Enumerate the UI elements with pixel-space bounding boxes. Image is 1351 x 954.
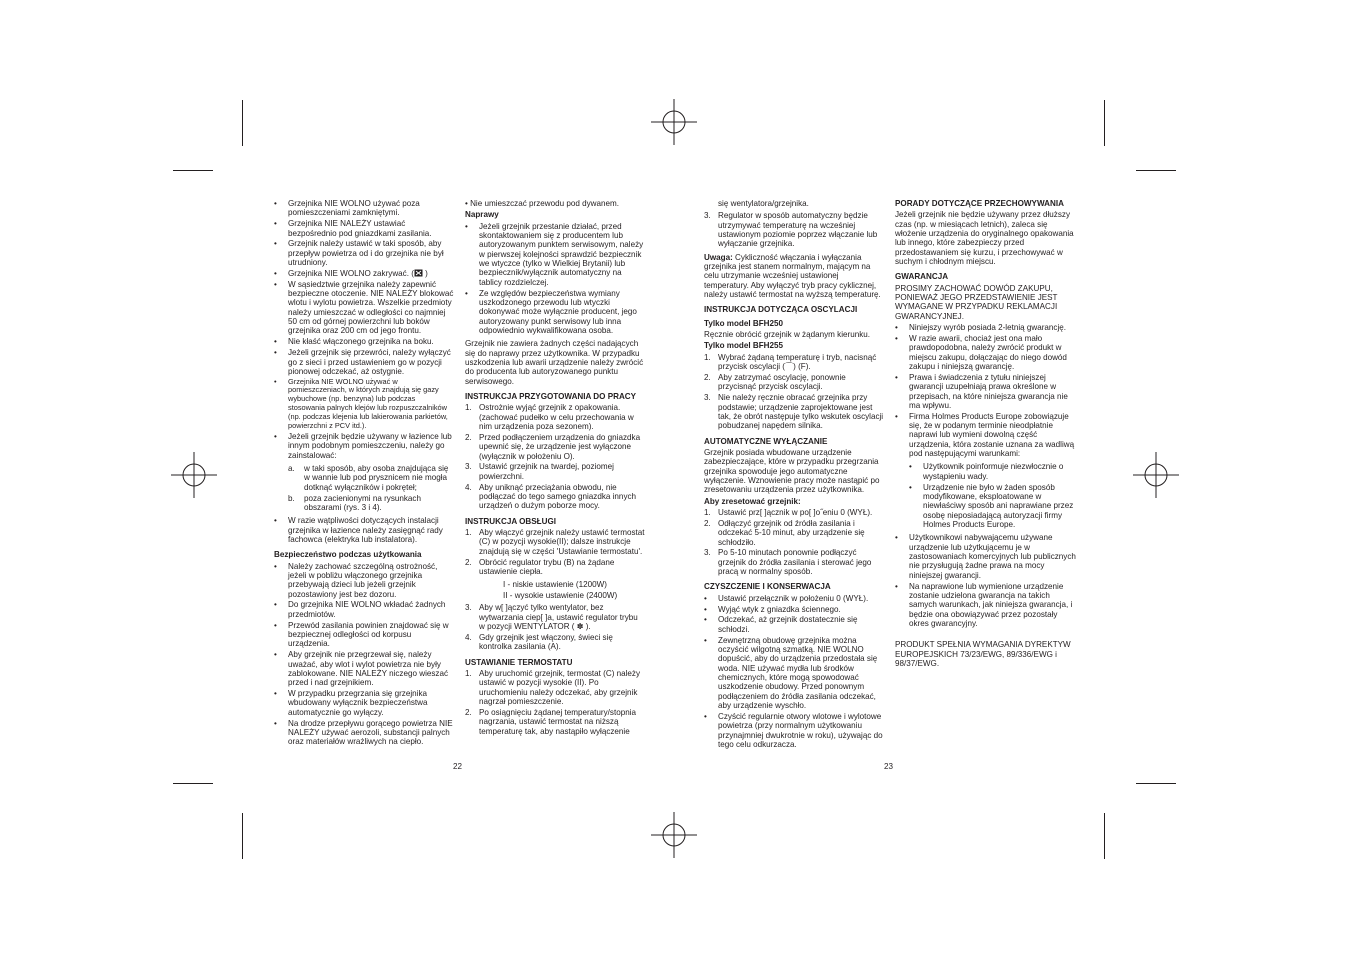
list-item: 1. Ustawić prz[ ]ącznik w po[ ]o˝eniu 0 (WYŁ). [704,507,873,517]
crop-mark [242,813,243,859]
list-item: 1. Aby uruchomić grzejnik, termostat (C) należy ustawić w pozycji wysokie (II). Po uruchomieniu należy odczekać, aby grzejnik nagrzał pomieszczenie. [465,668,641,706]
bathroom-sub-list [274,464,454,512]
list-item: • Przewód zasilania powinien znajdować się w bezpiecznej odległości od korpusu urządzenia. [274,620,449,649]
list-item: • W sąsiedztwie grzejnika należy zapewnić bezpieczne otoczenie. NIE NALEŻY blokować wlotu i wylotu powietrza. Wszelkie przedmioty należy umieszczać w odległości co najmniej 50 cm od górnej powierzchni lub boków grzejnika oraz 200 cm od jego frontu. [274,279,454,336]
list-item: • Użytkownik poinformuje niezwłocznie o wystąpieniu wady. [909,462,1064,481]
list-item: 3. Aby w[ ]ączyć tylko wentylator, bez wytwarzania ciep[ ]a, ustawić regulator trybu w pozycji WENTYLATOR ( ✽ ). [465,603,638,632]
thermostat-steps [465,669,645,736]
section-heading: AUTOMATYCZNE WYŁĄCZANIE [704,436,828,446]
list-item: 2. Po osiągnięciu żądanej temperatury/stopnia nagrzania, ustawić termostat na niższą temperaturę tak, aby nastąpiło wyłączenie [465,707,637,736]
list-item: 1. Wybrać żądaną temperaturę i tryb, nacisnąć przycisk oscylacji (⌒) (F). [704,352,877,372]
list-item: • Aby grzejnik nie przegrzewał się, należy uważać, aby wlot i wylot powietrza nie były zablokowane. NIE NALEŻY niczego wieszać przed i nad grzejnikiem. [274,650,449,688]
list-item: • Grzejnika NIE WOLNO używać w pomieszczeniach, w których znajdują się gazy wybuchowe (np. benzyna) lub podczas stosowania palnych klejów lub rozpuszczalników (np. podczas klejenia lub lakierowania parkietów, powierzchni z PCV itd.). [274,376,448,430]
heat-setting-high: II - wysokie ustawienie (2400W) [503,591,618,601]
list-item: a. w taki sposób, aby osoba znajdująca się w wannie lub pod prysznicem nie mogła dotknąć wyłączników i pokręteł; [288,464,449,492]
list-item: 1. Ostrożnie wyjąć grzejnik z opakowania. (zachować pudełko w celu przechowania w nim urządzenia poza sezonem). [465,403,634,432]
page-number-left: 22 [453,762,463,771]
cord-note: • Nie umieszczać przewodu pod dywanem. [465,199,619,208]
list-item: • Niniejszy wyrób posiada 2-letnią gwarancję. [895,323,1067,333]
section-heading: Aby zresetować grzejnik: [704,496,801,506]
column-2 [465,199,645,740]
list-item: • Użytkownikowi nabywającemu używane urządzenie lub użytkującemu je w zastosowaniach komercyjnych lub publicznych nie przysługują żadne prawa na mocy niniejszej gwarancji. [895,533,1076,580]
column-1 [274,199,454,751]
column-3 [704,199,884,753]
section-heading: Bezpieczeństwo podczas użytkowania [274,550,422,560]
thermostat-steps-continued [704,211,884,248]
list-item: • Jeżeli grzejnik się przewróci, należy wyłączyć go z sieci i przed ustawieniem go w pozycji pionowej odczekać, aż ostygnie. [274,348,451,376]
crop-mark [1136,783,1176,784]
list-item: 3. Regulator w sposób automatyczny będzie utrzymywać temperaturę na wcześniej ustawionym poziomie poprzez włączanie lub wyłączanie grzejnika. [704,211,878,249]
list-item: 2. Odłączyć grzejnik od źródła zasilania i odczekać 5-10 minut, aby urządzenie się schłodziło. [704,518,865,547]
list-item: 2. Aby zatrzymać oscylację, ponownie przycisnąć przycisk oscylacji. [704,373,846,392]
list-item: • Jeżeli grzejnik przestanie działać, przed skontaktowaniem się z producentem lub autoryzowanym punktem serwisowym, należy w pierwszej kolejności sprawdzić bezpiecznik we wtyczce (tylko w Wielkiej Brytanii) lub bezpiecznik/wyłącznik automatyczny na tablicy rozdzielczej. [465,221,644,287]
model-heading: Tylko model BFH255 [704,341,784,351]
list-item: • Jeżeli grzejnik będzie używany w łazience lub innym podobnym pomieszczeniu, należy go zainstalować: [274,431,452,460]
list-item: 4. Aby uniknąć przeciążania obwodu, nie podłączać do tego samego gniazdka innych urządzeń o dużym poborze mocy. [465,482,637,511]
bathroom-note [274,516,454,544]
list-item: • Urządzenie nie było w żaden sposób modyfikowane, eksploatowane w niewłaściwy sposób ani naprawiane przez osobę nieposiadającą autoryzacji firmy Holmes Products Europe. [909,482,1074,529]
list-item: • Zewnętrzną obudowę grzejnika można oczyścić wilgotną szmatką. NIE WOLNO dopuścić, aby do urządzenia przedostała się woda. NIE używać mydła lub środków chemicznych, które mogą spowodować uszkodzenie obudowy. Przed ponownym podłączeniem do źródła zasilania odczekać, aby urządzenie wyschło. [704,635,878,710]
registration-mark-icon [651,99,697,145]
registration-mark-icon [651,812,697,858]
list-item: • Na drodze przepływu gorącego powietrza NIE NALEŻY używać aerozoli, substancji palnych oraz materiałów wrażliwych na ciepło. [274,718,453,747]
section-heading: USTAWIANIE TERMOSTATU [465,657,573,667]
crop-mark [1136,170,1176,171]
list-item: • Grzejnika NIE WOLNO używać poza pomieszczeniami zamkniętymi. [274,199,420,218]
list-item: 1. Aby włączyć grzejnik należy ustawić termostat (C) w pozycji wysokie(II); dalsze instrukcje znajdują się w części 'Ustawianie termostatu'. [465,528,645,556]
warranty-bullets-continued [895,533,1077,628]
cleaning-bullets [704,594,884,750]
list-item: 3. Ustawić grzejnik na twardej, poziomej powierzchni. [465,462,614,481]
auto-off-paragraph: Grzejnik posiada wbudowane urządzenie zabezpieczające, które w przypadku przegrzania grzejnika spowoduje jego automatyczne wyłączenie. Wznowienie pracy może nastąpić po zresetowaniu urządzenia przez użytkownika. [704,447,880,495]
list-item: • Na naprawione lub wymienione urządzenie zostanie udzielona gwarancja na takich samych warunkach, jak niniejsza gwarancja, i będzie ona obowiązywać przez pozostały okres gwarancyjny. [895,581,1073,628]
oscillation-steps [704,353,884,431]
prep-steps [465,403,645,510]
list-item: • Grzejnika NIE NALEŻY ustawiać bezpośrednio pod gniazdkami zasilania. [274,219,432,238]
model-paragraph: Ręcznie obrócić grzejnik w żądanym kierunku. [704,330,870,340]
list-item: b. poza zacienionymi na rysunkach obszarami (rys. 3 i 4). [288,493,421,512]
section-heading: INSTRUKCJA OBSŁUGI [465,516,556,526]
list-item: 4. Gdy grzejnik jest włączony, świeci się kontrolka zasilania (A). [465,632,613,652]
warranty-conditions [895,462,1077,529]
page-number-right: 23 [884,762,894,771]
list-item: • Czyścić regularnie otwory wlotowe i wylotowe powietrza (przy normalnym użytkowaniu przynajmniej dwukrotnie w roku), używając do tego celu odkurzacza. [704,711,883,749]
safety-use-bullets [274,562,454,747]
list-item: • W razie awarii, chociaż jest ona mało prawdopodobna, należy zwrócić produkt w miejscu zakupu, dołączając do niego dowód zakupu i niniejszą gwarancję. [895,333,1067,371]
ops-steps [465,528,645,576]
list-item: 3. Nie należy ręcznie obracać grzejnika przy podstawie; urządzenie zaprojektowane jest tak, że obrót następuje tylko wskutek oscylacji pobudzanej napędem silnika. [704,393,884,431]
list-item: • W przypadku przegrzania się grzejnika wbudowany wyłącznik bezpieczeństwa automatycznie go wyłączy. [274,689,428,717]
crop-mark [1104,100,1105,146]
directive-paragraph: PRODUKT SPEŁNIA WYMAGANIA DYREKTYW EUROPEJSKICH 73/23/EWG, 89/336/EWG i 98/37/EWG. [895,640,1071,668]
crop-mark [173,783,213,784]
fan-icon: ✽ [576,622,584,632]
list-item: • Grzejnika NIE WOLNO zakrywać. ( ) [274,268,428,278]
crop-mark [242,100,243,146]
list-item: • W razie wątpliwości dotyczących instalacji grzejnika w łazience należy zasięgnąć rady fachowca (elektryka lub instalatora). [274,516,443,544]
registration-mark-icon [171,452,217,498]
column-4 [895,199,1077,673]
section-heading: Naprawy [465,210,499,220]
list-item: • Prawa i świadczenia z tytułu niniejszej gwarancji uzupełniają prawa określone w przepisach, na które niniejsza gwarancja nie ma wpływu. [895,372,1068,410]
list-item: 2. Obrócić regulator trybu (B) na żądane ustawienie ciepła. [465,557,615,576]
section-heading: INSTRUKCJA DOTYCZĄCA OSCYLACJI [704,305,858,315]
crop-mark [1104,813,1105,859]
section-heading: GWARANCJA [895,272,949,282]
heat-setting-low: I - niskie ustawienie (1200W) [503,580,607,590]
section-heading: PORADY DOTYCZĄCE PRZECHOWYWANIA [895,199,1064,208]
list-item: • Ze względów bezpieczeństwa wymiany uszkodzonego przewodu lub wtyczki dokonywać może wyłącznie producent, jego autoryzowany punkt serwisowy lub inna odpowiednio wykwalifikowana osoba. [465,288,637,335]
section-heading: CZYSZCZENIE I KONSERWACJA [704,582,831,592]
list-item: • Nie kłaść włączonego grzejnika na boku. [274,337,434,347]
list-item: • Należy zachować szczególną ostrożność, jeżeli w pobliżu włączonego grzejnika przebywają dzieci lub jeżeli grzejnik pozostawiony jest bez dozoru. [274,561,438,599]
safety-bullets-top [274,199,454,460]
crop-mark [173,170,213,171]
list-item: • Do grzejnika NIE WOLNO wkładać żadnych przedmiotów. [274,600,446,619]
section-heading: INSTRUKCJA PRZYGOTOWANIA DO PRACY [465,392,637,402]
list-item: • Firma Holmes Products Europe zobowiązuje się, że w podanym terminie nieodpłatnie naprawi lub wymieni dowolną część urządzenia, która zostanie uznana za wadliwą pod następującymi warunkami: [895,411,1075,459]
storage-paragraph: Jeżeli grzejnik nie będzie używany przez dłuższy czas (np. w miesiącach letnich), zaleca się włożenie urządzenia do oryginalnego opakowania lub innego, które zabezpieczy przed przedostawaniem się kurzu, i przechowywać w suchym i chłodnym miejscu. [895,210,1074,267]
registration-mark-icon [1133,452,1179,498]
reset-steps [704,508,884,576]
warranty-paragraph: PROSIMY ZACHOWAĆ DOWÓD ZAKUPU, PONIEWAŻ JEGO PRZEDSTAWIENIE JEST WYMAGANE W PRZYPADKU REKLAMACJI GWARANCYJNEJ. [895,283,1058,321]
list-item: • Grzejnik należy ustawić w taki sposób, aby przepływ powietrza od i do grzejnika nie był utrudniony. [274,239,444,268]
repairs-paragraph: Grzejnik nie zawiera żadnych części nadających się do naprawy przez użytkownika. W przypadku uszkodzenia lub awarii urządzenie należy zwrócić do producenta lub autoryzowanego punktu serwisowego. [465,339,644,386]
list-item: 2. Przed podłączeniem urządzenia do gniazdka upewnić się, że urządzenie jest wyłączone (wyłącznik w położeniu O). [465,432,641,461]
list-item: • Wyjąć wtyk z gniazdka ściennego. [704,604,841,614]
oscillation-icon: ⌒ [785,362,794,372]
thermostat-continued: się wentylatora/grzejnika. [718,199,809,208]
ops-steps-continued [465,603,645,651]
repairs-bullets [465,222,645,336]
model-heading: Tylko model BFH250 [704,318,784,328]
list-item: • Odczekać, aż grzejnik dostatecznie się schłodzi. [704,615,858,634]
warranty-bullets [895,323,1077,458]
list-item: 3. Po 5-10 minutach ponownie podłączyć grzejnik do źródła zasilania i sterować jego pracą w normalny sposób. [704,548,872,577]
list-item: • Ustawić przełącznik w położeniu 0 (WYŁ). [704,593,869,603]
do-not-cover-icon [414,269,423,277]
note-paragraph: Uwaga: Cykliczność włączania i wyłączania grzejnika jest stanem normalnym, mającym na celu utrzymanie wcześniej ustawionej temperatury. Aby wyłączyć tryb pracy cyklicznej, należy ustawić termostat na wyższą temperaturę. [704,252,881,300]
